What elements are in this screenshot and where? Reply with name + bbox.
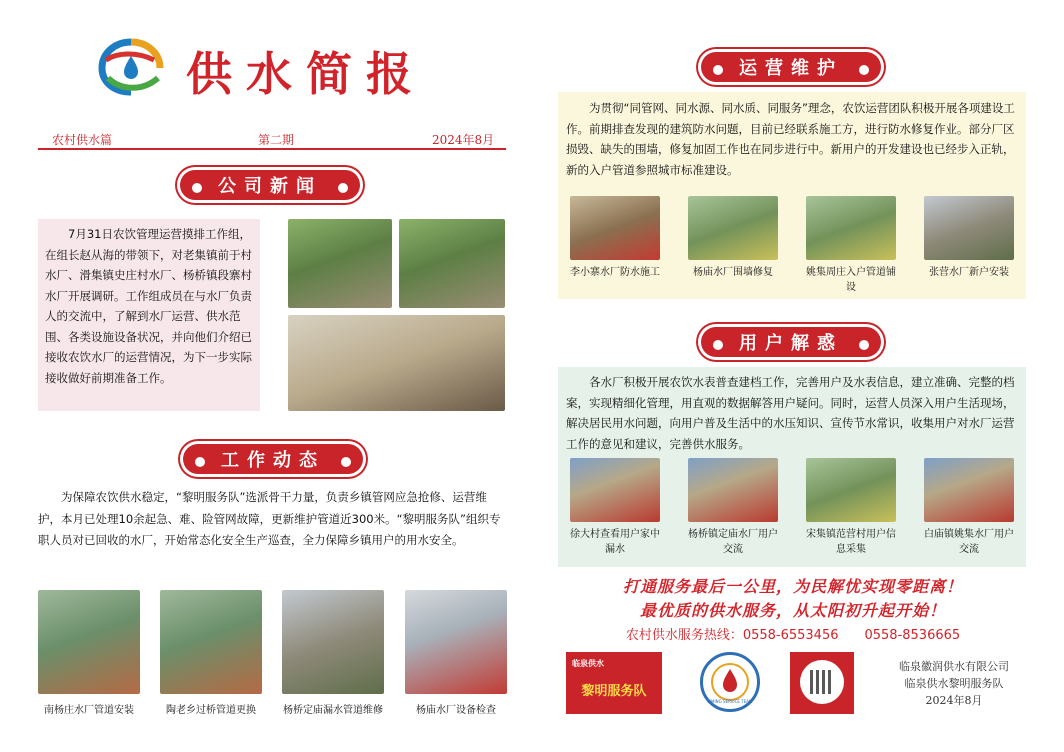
help-caption-1: 徐大村查看用户家中漏水: [570, 529, 660, 555]
issue-date: 2024年8月: [432, 133, 495, 147]
service-team-round-logo: [700, 652, 760, 712]
work-photo-2: [160, 590, 262, 694]
help-photo-4: [924, 458, 1014, 522]
ops-caption-3: 姚集周庄入户管道铺设: [806, 267, 896, 293]
news-photo-3: [288, 315, 505, 411]
user-help-heading: 用户解惑: [701, 327, 881, 357]
user-help-text: 各水厂积极开展农饮水表普查建档工作，完善用户及水表信息，建立准确、完整的档案，实现精细化管理，用直观的数据解答用户疑问。同时，运营人员深入用户生活现场，解决居民用水问题，向用户普及生活中的水压知识、宣传节水常识，收集用户对水厂运营工作的意见和建议，完善供水服务。: [566, 375, 1015, 451]
qr-code-icon: [800, 660, 844, 704]
work-caption-3: 杨桥定庙漏水管道维修: [283, 705, 383, 716]
logo: [96, 38, 166, 96]
footer-date: 2024年8月: [925, 694, 983, 707]
round-logo-text: LIMING SERVICE TEAM: [707, 699, 753, 704]
help-caption-3: 宋集镇范营村用户信息采集: [806, 529, 896, 555]
news-photo-2: [399, 219, 505, 308]
service-team-badge: [566, 652, 662, 714]
work-photo-1: [38, 590, 140, 694]
work-dynamics-text: 为保障农饮供水稳定，“黎明服务队”选派骨干力量，负责乡镇管网应急抢修、运营维护，本月已处理10余起急、难、险管网故障，更新维护管道近300米。“黎明服务队”组织专职人员对已回收的水厂，开始常态化安全生产巡查，全力保障乡镇用户的用水安全。: [38, 490, 501, 547]
service-hotline: 农村供水服务热线：0558-6553456 0558-8536665: [625, 628, 961, 643]
footer-company: 临泉徽润供水有限公司: [899, 660, 1009, 673]
news-photo-1: [288, 219, 392, 308]
work-photo-3: [282, 590, 384, 694]
work-dynamics-heading: 工作动态: [183, 444, 363, 474]
header-rule: [38, 148, 506, 150]
help-photo-3: [806, 458, 896, 522]
work-caption-1: 南杨庄水厂管道安装: [44, 705, 134, 716]
footer-team: 临泉供水黎明服务队: [904, 677, 1004, 690]
operations-heading: 运营维护: [701, 52, 881, 82]
operations-text: 为贯彻“同管网、同水源、同水质、同服务”理念，农饮运营团队积极开展各项建设工作。前期排查发现的建筑防水问题，目前已经联系施工方，进行防水修复作业。部分厂区损毁、缺失的围墙，修复加固工作也在同步进行中。新用户的开发建设也已经步入正轨，新的入户管道参照城市标准建设。: [566, 101, 1015, 177]
slogan-line-2: 最优质的供水服务，从太阳初升起开始！: [639, 601, 946, 620]
ops-caption-4: 张营水厂新户安装: [929, 267, 1009, 278]
help-caption-2: 杨桥镇定庙水厂用户交流: [688, 529, 778, 555]
ops-photo-3: [806, 196, 896, 260]
qr-badge: [790, 652, 854, 714]
ops-caption-2: 杨庙水厂围墙修复: [693, 267, 773, 278]
work-photo-4: [405, 590, 507, 694]
badge-big-label: 黎明服务队: [581, 684, 647, 699]
work-caption-2: 陶老乡过桥管道更换: [166, 705, 256, 716]
issue-number: 第二期: [258, 133, 295, 147]
company-news-heading: 公司新闻: [180, 170, 360, 200]
help-caption-4: 白庙镇姚集水厂用户交流: [924, 529, 1014, 555]
page-title: 供水简报: [186, 47, 426, 101]
ops-photo-4: [924, 196, 1014, 260]
ops-photo-2: [688, 196, 778, 260]
help-photo-2: [688, 458, 778, 522]
issue-section: 农村供水篇: [52, 133, 113, 147]
help-photo-1: [570, 458, 660, 522]
badge-small-label: 临泉供水: [572, 659, 604, 668]
work-caption-4: 杨庙水厂设备检查: [416, 705, 496, 716]
ops-photo-1: [570, 196, 660, 260]
ops-caption-1: 李小寨水厂防水施工: [570, 267, 660, 278]
slogan-line-1: 打通服务最后一公里，为民解忧实现零距离！: [622, 577, 963, 596]
company-news-text: 7月31日农饮管理运营摸排工作组，在组长赵从海的带领下，对老集镇前于村水厂、滑集镇史庄村水厂、杨桥镇段寨村水厂开展调研。工作组成员在与水厂负责人的交流中，了解到水厂运营、供水范围、各类设施设备状况，并向他们介绍已接收农饮水厂的运营情况，为下一步实际接收做好前期准备工作。: [45, 227, 252, 385]
